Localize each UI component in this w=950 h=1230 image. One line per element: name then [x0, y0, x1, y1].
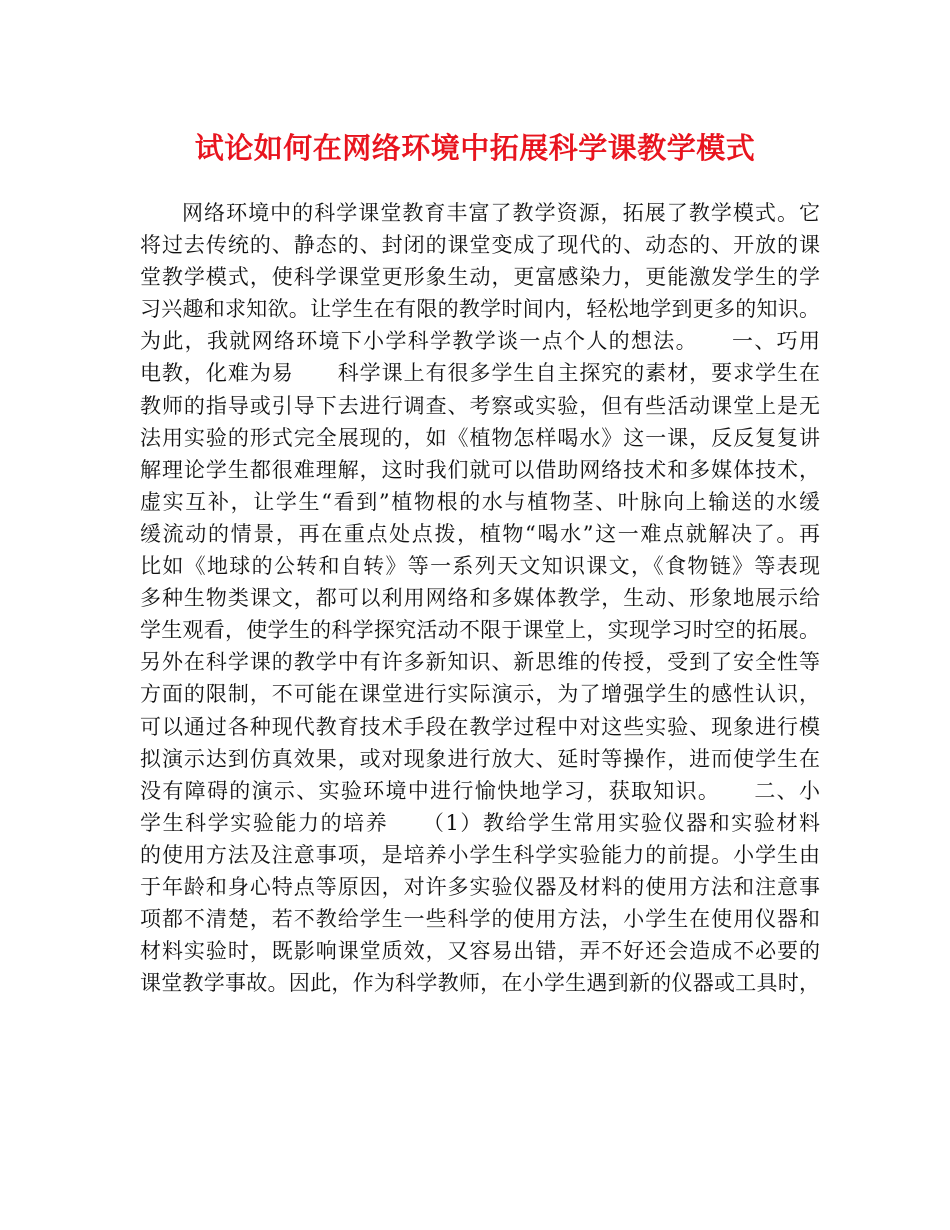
text-line: 学生科学实验能力的培养 （1）教给学生常用实验仪器和实验材料	[140, 810, 820, 835]
text-line: 方面的限制，不可能在课堂进行实际演示，为了增强学生的感性认识，	[140, 682, 820, 707]
document-title: 试论如何在网络环境中拓展科学课教学模式	[194, 131, 756, 165]
text-line: 比如《地球的公转和自转》等一系列天文知识课文，《食物链》等表现	[140, 554, 820, 579]
text-line: 项都不清楚，若不教给学生一些科学的使用方法，小学生在使用仪器和	[140, 907, 820, 932]
text-line: 缓流动的情景，再在重点处点拨，植物“喝水”这一难点就解决了。再	[140, 521, 820, 546]
text-line: 虚实互补，让学生“看到”植物根的水与植物茎、叶脉向上输送的水缓	[140, 489, 820, 514]
text-line: 为此，我就网络环境下小学科学教学谈一点个人的想法。 一、巧用	[140, 329, 820, 354]
text-line: 拟演示达到仿真效果，或对现象进行放大、延时等操作，进而使学生在	[140, 746, 820, 771]
text-line: 学生观看，使学生的科学探究活动不限于课堂上，实现学习时空的拓展。	[140, 618, 820, 643]
text-line: 堂教学模式，使科学课堂更形象生动，更富感染力，更能激发学生的学	[140, 265, 820, 290]
text-line: 另外在科学课的教学中有许多新知识、新思维的传授，受到了安全性等	[140, 650, 820, 675]
text-line: 多种生物类课文，都可以利用网络和多媒体教学，生动、形象地展示给	[140, 586, 820, 611]
text-line: 可以通过各种现代教育技术手段在教学过程中对这些实验、现象进行模	[140, 714, 820, 739]
text-line: 没有障碍的演示、实验环境中进行愉快地学习，获取知识。 二、小	[140, 778, 820, 803]
text-line: 网络环境中的科学课堂教育丰富了教学资源，拓展了教学模式。它	[182, 201, 820, 225]
text-line: 课堂教学事故。因此，作为科学教师，在小学生遇到新的仪器或工具时，	[140, 971, 820, 996]
text-line: 电教，化难为易 科学课上有很多学生自主探究的素材，要求学生在	[140, 361, 820, 386]
text-line: 的使用方法及注意事项，是培养小学生科学实验能力的前提。小学生由	[140, 842, 820, 867]
text-line: 法用实验的形式完全展现的，如《植物怎样喝水》这一课，反反复复讲	[140, 425, 820, 450]
text-line: 于年龄和身心特点等原因，对许多实验仪器及材料的使用方法和注意事	[140, 874, 820, 899]
text-line: 将过去传统的、静态的、封闭的课堂变成了现代的、动态的、开放的课	[140, 233, 820, 258]
body-paragraph	[140, 197, 820, 999]
text-line: 解理论学生都很难理解，这时我们就可以借助网络技术和多媒体技术，	[140, 457, 820, 482]
text-line: 材料实验时，既影响课堂质效，又容易出错，弄不好还会造成不必要的	[140, 939, 820, 964]
text-line: 教师的指导或引导下去进行调查、考察或实验，但有些活动课堂上是无	[140, 393, 820, 418]
text-line: 习兴趣和求知欲。让学生在有限的教学时间内，轻松地学到更多的知识。	[140, 297, 820, 322]
